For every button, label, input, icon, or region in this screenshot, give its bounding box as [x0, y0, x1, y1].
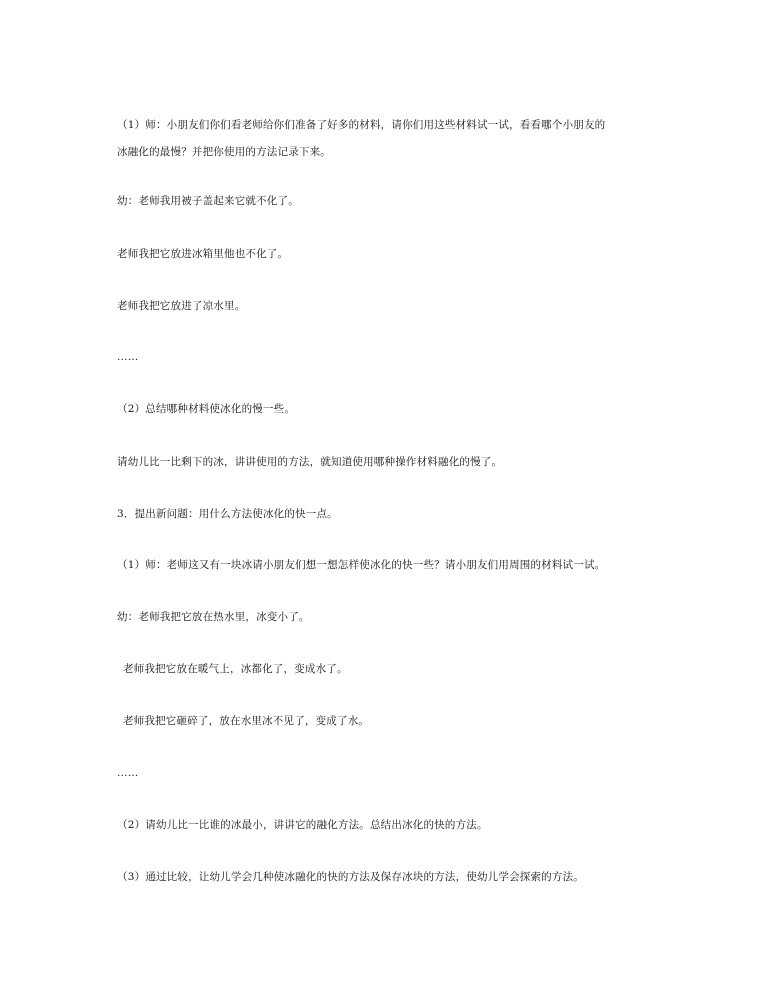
paragraph-line: （2）总结哪种材料使冰化的慢一些。 — [117, 403, 296, 415]
paragraph-line: （1）师：小朋友们你们看老师给你们准备了好多的材料，请你们用这些材料试一试，看看哪个小朋友的 — [117, 119, 606, 131]
paragraph-line: （3）通过比较，让幼儿学会几种使冰融化的快的方法及保存冰块的方法，使幼儿学会探索的方法。 — [117, 871, 584, 883]
paragraph-line: 老师我把它放进冰箱里他也不化了。 — [117, 248, 289, 260]
paragraph-line: 幼：老师我用被子盖起来它就不化了。 — [117, 195, 299, 207]
paragraph-line: 请幼儿比一比剩下的冰，讲讲使用的方法，就知道使用哪种操作材料融化的慢了。 — [117, 456, 503, 468]
paragraph-line: …… — [117, 351, 139, 363]
paragraph-line: 冰融化的最慢？并把你使用的方法记录下来。 — [117, 146, 331, 158]
section-heading: 3．提出新问题：用什么方法使冰化的快一点。 — [117, 508, 338, 520]
paragraph-line: 老师我把它放在暖气上，冰都化了，变成水了。 — [123, 663, 348, 675]
paragraph-line: 老师我把它砸碎了，放在水里冰不见了，变成了水。 — [123, 715, 370, 727]
paragraph-line: 老师我把它放进了凉水里。 — [117, 300, 246, 312]
paragraph-line: …… — [117, 767, 139, 779]
paragraph-line: （2）请幼儿比一比谁的冰最小，讲讲它的融化方法。总结出冰化的快的方法。 — [117, 819, 488, 831]
paragraph-line: （1）师：老师这又有一块冰请小朋友们想一想怎样使冰化的快一些？请小朋友们用周围的材料试一试。 — [117, 559, 606, 571]
paragraph-line: 幼：老师我把它放在热水里，冰变小了。 — [117, 611, 310, 623]
